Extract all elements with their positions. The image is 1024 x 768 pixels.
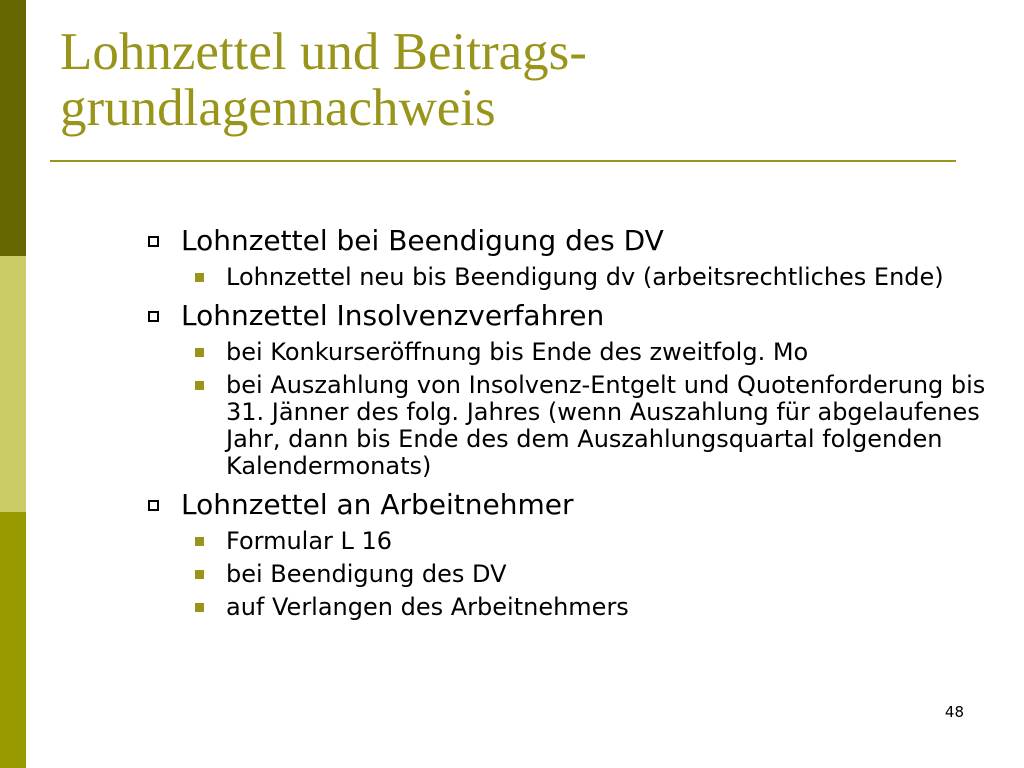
slide-title xyxy=(60,24,960,136)
sub-bullet-text: auf Verlangen des Arbeitnehmers xyxy=(226,593,629,621)
bullet-text: Lohnzettel bei Beendigung des DV xyxy=(181,224,664,257)
filled-square-bullet-icon xyxy=(195,603,204,612)
filled-square-bullet-icon xyxy=(195,570,204,579)
sub-bullet-list xyxy=(181,339,1002,480)
bullet-item xyxy=(142,488,1002,621)
bullet-item xyxy=(142,299,1002,480)
sub-bullet-text: Formular L 16 xyxy=(226,527,393,555)
sidebar-bottom-band xyxy=(0,512,26,768)
bullet-list xyxy=(142,224,1002,621)
square-bullet-icon xyxy=(148,236,159,247)
slide-title-line-1: Lohnzettel und Beitrags- xyxy=(60,23,587,81)
sub-bullet-item xyxy=(181,594,1002,621)
sidebar-top-band xyxy=(0,0,26,256)
sub-bullet-item xyxy=(181,528,1002,555)
bullet-text: Lohnzettel Insolvenzverfahren xyxy=(181,299,605,332)
sub-bullet-text: bei Konkurseröffnung bis Ende des zweitfolg. Mo xyxy=(226,338,809,366)
sub-bullet-text: Lohnzettel neu bis Beendigung dv (arbeitsrechtliches Ende) xyxy=(226,263,944,291)
filled-square-bullet-icon xyxy=(195,381,204,390)
square-bullet-icon xyxy=(148,311,159,322)
bullet-text: Lohnzettel an Arbeitnehmer xyxy=(181,488,574,521)
filled-square-bullet-icon xyxy=(195,348,204,357)
sub-bullet-text: bei Auszahlung von Insolvenz-Entgelt und Quotenforderung bis 31. Jänner des folg. Jahres (wenn Auszahlung für abgelaufenes Jahr, dann bis Ende des dem Auszahlungsquartal folgenden Kalendermonats) xyxy=(226,371,986,480)
sub-bullet-item xyxy=(181,561,1002,588)
filled-square-bullet-icon xyxy=(195,273,204,282)
sub-bullet-item xyxy=(181,339,1002,366)
sub-bullet-list xyxy=(181,528,1002,621)
sub-bullet-item xyxy=(181,372,1002,480)
title-underline xyxy=(50,160,956,162)
sidebar-middle-band xyxy=(0,256,26,512)
sub-bullet-text: bei Beendigung des DV xyxy=(226,560,507,588)
sub-bullet-list xyxy=(181,264,1002,291)
filled-square-bullet-icon xyxy=(195,537,204,546)
page-number: 48 xyxy=(944,703,964,721)
square-bullet-icon xyxy=(148,500,159,511)
sub-bullet-item xyxy=(181,264,1002,291)
slide-title-line-2: grundlagennachweis xyxy=(60,79,496,137)
bullet-item xyxy=(142,224,1002,291)
